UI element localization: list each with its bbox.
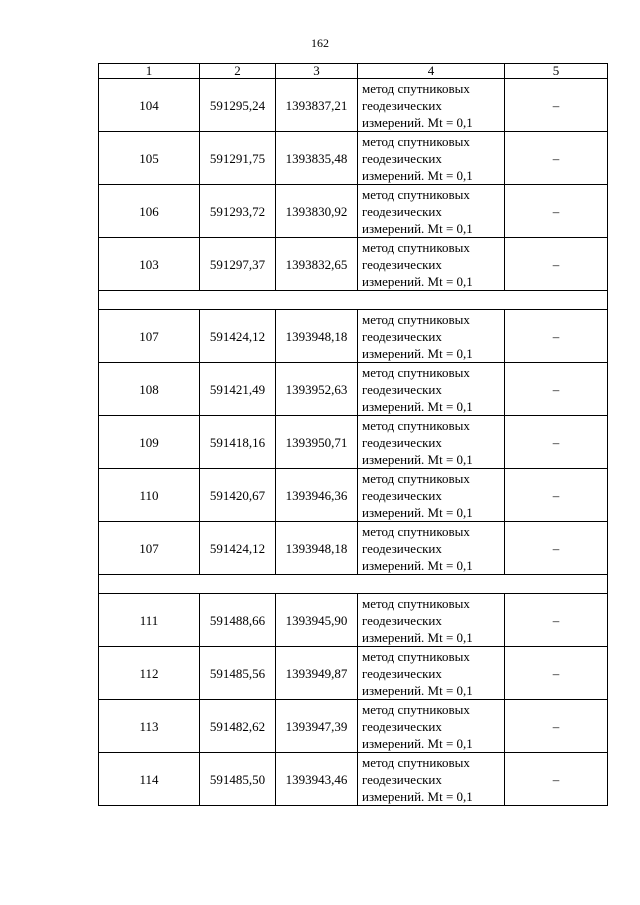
point-number-cell: 105 [99, 132, 200, 185]
point-number-cell: 113 [99, 700, 200, 753]
note-cell: – [505, 700, 608, 753]
method-cell [358, 700, 505, 753]
page-number: 162 [311, 36, 329, 50]
y-coordinate-cell: 1393950,71 [276, 416, 358, 469]
method-text-line: геодезических [362, 328, 442, 344]
point-number-cell: 103 [99, 238, 200, 291]
note-cell: – [505, 79, 608, 132]
method-cell [358, 363, 505, 416]
table-row [99, 522, 608, 575]
method-cell [358, 79, 505, 132]
header-cell-2: 2 [200, 64, 276, 79]
method-text-line: измерений. Mt = 0,1 [362, 629, 473, 645]
x-coordinate-cell: 591424,12 [200, 522, 276, 575]
note-cell: – [505, 753, 608, 806]
y-coordinate-cell: 1393943,46 [276, 753, 358, 806]
note-cell: – [505, 363, 608, 416]
method-text-line: метод спутниковых [362, 754, 470, 770]
method-text-line: метод спутниковых [362, 239, 470, 255]
method-cell [358, 594, 505, 647]
table-row [99, 238, 608, 291]
table-row [99, 469, 608, 522]
x-coordinate-cell: 591293,72 [200, 185, 276, 238]
method-text-line: измерений. Mt = 0,1 [362, 398, 473, 414]
x-coordinate-cell: 591297,37 [200, 238, 276, 291]
table-row [99, 79, 608, 132]
note-cell: – [505, 522, 608, 575]
method-text-line: геодезических [362, 381, 442, 397]
point-number-cell: 109 [99, 416, 200, 469]
group-separator-row [99, 575, 608, 594]
method-text-line: метод спутниковых [362, 470, 470, 486]
note-cell: – [505, 594, 608, 647]
note-cell: – [505, 132, 608, 185]
point-number-cell: 111 [99, 594, 200, 647]
note-cell: – [505, 647, 608, 700]
method-text-line: измерений. Mt = 0,1 [362, 788, 473, 804]
x-coordinate-cell: 591485,56 [200, 647, 276, 700]
y-coordinate-cell: 1393946,36 [276, 469, 358, 522]
y-coordinate-cell: 1393952,63 [276, 363, 358, 416]
method-cell [358, 647, 505, 700]
y-coordinate-cell: 1393945,90 [276, 594, 358, 647]
table-row [99, 647, 608, 700]
y-coordinate-cell: 1393835,48 [276, 132, 358, 185]
group-separator-cell [99, 291, 608, 310]
method-cell [358, 416, 505, 469]
method-text-line: геодезических [362, 203, 442, 219]
point-number-cell: 104 [99, 79, 200, 132]
point-number-cell: 106 [99, 185, 200, 238]
coordinates-table [98, 63, 608, 806]
method-text-line: метод спутниковых [362, 186, 470, 202]
method-text-line: измерений. Mt = 0,1 [362, 273, 473, 289]
method-text-line: метод спутниковых [362, 595, 470, 611]
method-text-line: геодезических [362, 665, 442, 681]
method-text-line: метод спутниковых [362, 701, 470, 717]
method-text-line: измерений. Mt = 0,1 [362, 114, 473, 130]
table-row [99, 363, 608, 416]
method-cell [358, 238, 505, 291]
method-text-line: геодезических [362, 97, 442, 113]
table-row [99, 753, 608, 806]
method-cell [358, 522, 505, 575]
note-cell: – [505, 469, 608, 522]
x-coordinate-cell: 591421,49 [200, 363, 276, 416]
point-number-cell: 110 [99, 469, 200, 522]
method-text-line: измерений. Mt = 0,1 [362, 167, 473, 183]
table-row [99, 132, 608, 185]
x-coordinate-cell: 591485,50 [200, 753, 276, 806]
note-cell: – [505, 416, 608, 469]
x-coordinate-cell: 591488,66 [200, 594, 276, 647]
point-number-cell: 107 [99, 310, 200, 363]
method-text-line: геодезических [362, 256, 442, 272]
method-text-line: геодезических [362, 612, 442, 628]
method-cell [358, 753, 505, 806]
method-text-line: геодезических [362, 487, 442, 503]
method-cell [358, 310, 505, 363]
x-coordinate-cell: 591424,12 [200, 310, 276, 363]
header-cell-4: 4 [358, 64, 505, 79]
table-row [99, 310, 608, 363]
header-cell-1: 1 [99, 64, 200, 79]
method-text-line: метод спутниковых [362, 364, 470, 380]
method-text-line: измерений. Mt = 0,1 [362, 682, 473, 698]
x-coordinate-cell: 591418,16 [200, 416, 276, 469]
x-coordinate-cell: 591482,62 [200, 700, 276, 753]
method-text-line: измерений. Mt = 0,1 [362, 220, 473, 236]
x-coordinate-cell: 591291,75 [200, 132, 276, 185]
method-cell [358, 185, 505, 238]
point-number-cell: 114 [99, 753, 200, 806]
y-coordinate-cell: 1393948,18 [276, 522, 358, 575]
table-row [99, 700, 608, 753]
method-text-line: метод спутниковых [362, 523, 470, 539]
method-cell [358, 469, 505, 522]
method-text-line: геодезических [362, 771, 442, 787]
method-text-line: метод спутниковых [362, 417, 470, 433]
note-cell: – [505, 310, 608, 363]
method-text-line: метод спутниковых [362, 133, 470, 149]
table-row [99, 185, 608, 238]
method-text-line: метод спутниковых [362, 311, 470, 327]
note-cell: – [505, 185, 608, 238]
note-cell: – [505, 238, 608, 291]
method-text-line: метод спутниковых [362, 80, 470, 96]
group-separator-row [99, 291, 608, 310]
method-cell [358, 132, 505, 185]
point-number-cell: 108 [99, 363, 200, 416]
method-text-line: измерений. Mt = 0,1 [362, 451, 473, 467]
table-header-row [99, 64, 608, 79]
y-coordinate-cell: 1393949,87 [276, 647, 358, 700]
table-row [99, 594, 608, 647]
y-coordinate-cell: 1393832,65 [276, 238, 358, 291]
header-cell-5: 5 [505, 64, 608, 79]
method-text-line: измерений. Mt = 0,1 [362, 504, 473, 520]
x-coordinate-cell: 591295,24 [200, 79, 276, 132]
method-text-line: геодезических [362, 434, 442, 450]
group-separator-cell [99, 575, 608, 594]
method-text-line: измерений. Mt = 0,1 [362, 557, 473, 573]
method-text-line: геодезических [362, 540, 442, 556]
coordinates-table-body [99, 64, 608, 806]
method-text-line: геодезических [362, 718, 442, 734]
point-number-cell: 107 [99, 522, 200, 575]
y-coordinate-cell: 1393830,92 [276, 185, 358, 238]
method-text-line: геодезических [362, 150, 442, 166]
method-text-line: метод спутниковых [362, 648, 470, 664]
point-number-cell: 112 [99, 647, 200, 700]
y-coordinate-cell: 1393837,21 [276, 79, 358, 132]
method-text-line: измерений. Mt = 0,1 [362, 345, 473, 361]
y-coordinate-cell: 1393947,39 [276, 700, 358, 753]
header-cell-3: 3 [276, 64, 358, 79]
y-coordinate-cell: 1393948,18 [276, 310, 358, 363]
x-coordinate-cell: 591420,67 [200, 469, 276, 522]
table-row [99, 416, 608, 469]
method-text-line: измерений. Mt = 0,1 [362, 735, 473, 751]
